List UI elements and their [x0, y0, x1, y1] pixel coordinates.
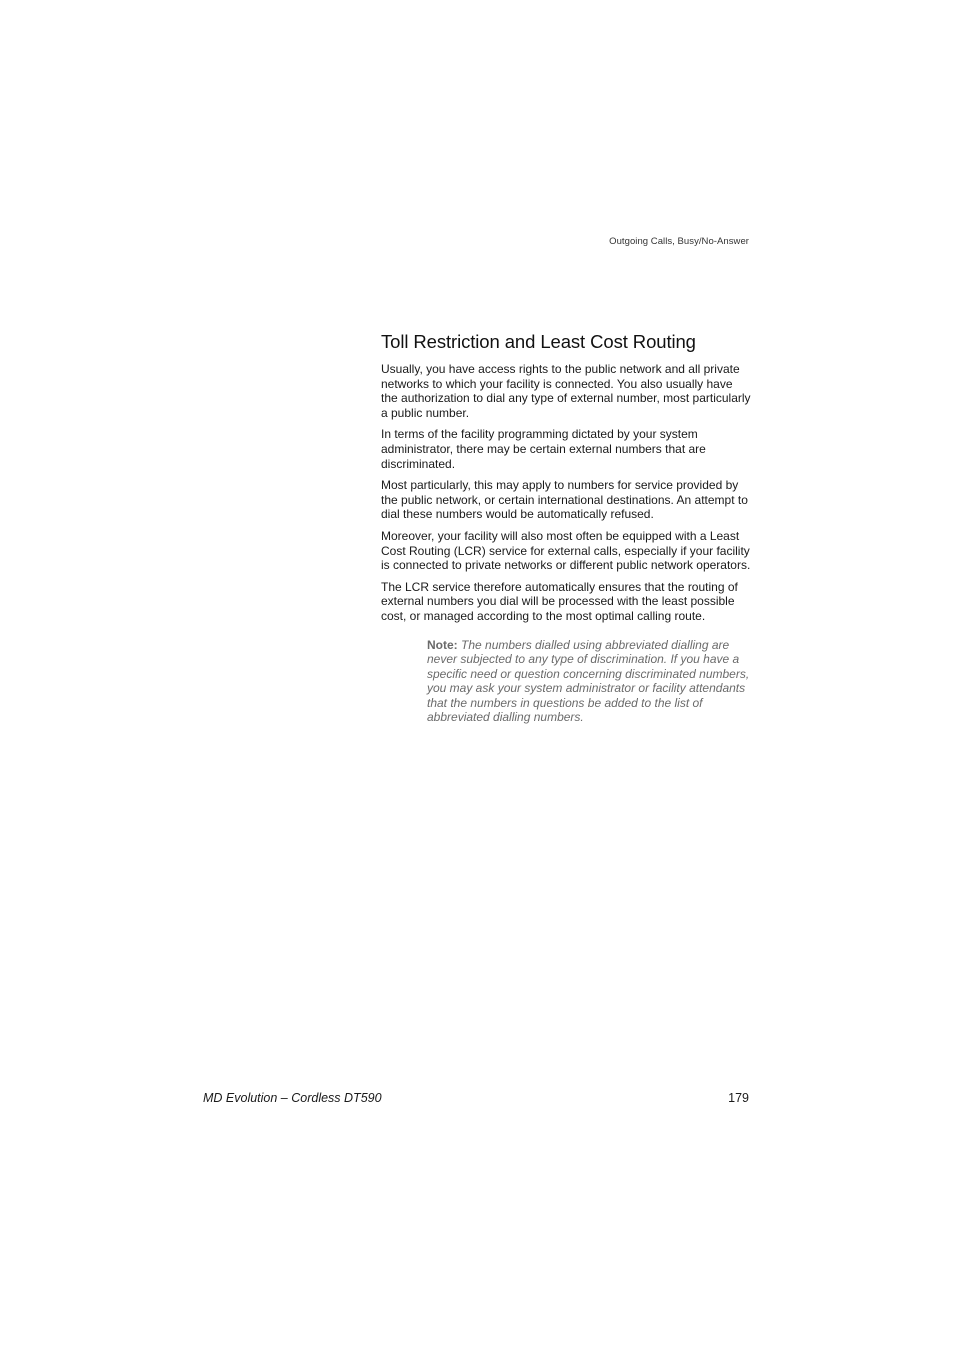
main-content — [381, 331, 751, 725]
note-block — [427, 638, 751, 725]
body-paragraph: Moreover, your facility will also most often be equipped with a Least Cost Routing (LCR) service for external calls, especially if your facility is connected to private networks or different public network operators. — [381, 528, 751, 573]
footer-document-title: MD Evolution – Cordless DT590 — [203, 1091, 382, 1105]
body-paragraph: The LCR service therefore automatically ensures that the routing of external numbers you dial will be processed with the least possible cost, or managed according to the most optimal calling route. — [381, 579, 738, 623]
body-paragraph: Most particularly, this may apply to numbers for service provided by the public network, or certain international destinations. An attempt to dial these numbers would be automatically refused. — [381, 478, 748, 522]
note-label: Note: — [427, 637, 458, 652]
body-paragraph: Usually, you have access rights to the public network and all private networks to which your facility is connected. You also usually have the authorization to dial any type of external number, most particularly a public number. — [381, 362, 751, 420]
running-header: Outgoing Calls, Busy/No-Answer — [609, 236, 749, 247]
section-title: Toll Restriction and Least Cost Routing — [381, 331, 696, 352]
page-number: 179 — [728, 1091, 749, 1105]
note-text: The numbers dialled using abbreviated dialling are never subjected to any type of discrimination. If you have a specific need or question concerning discriminated numbers, you may ask your system administrator or facility attendants that the numbers in questions be added to the list of abbreviated dialling numbers. — [427, 637, 750, 724]
body-paragraph: In terms of the facility programming dictated by your system administrator, there may be certain external numbers that are discriminated. — [381, 427, 706, 471]
